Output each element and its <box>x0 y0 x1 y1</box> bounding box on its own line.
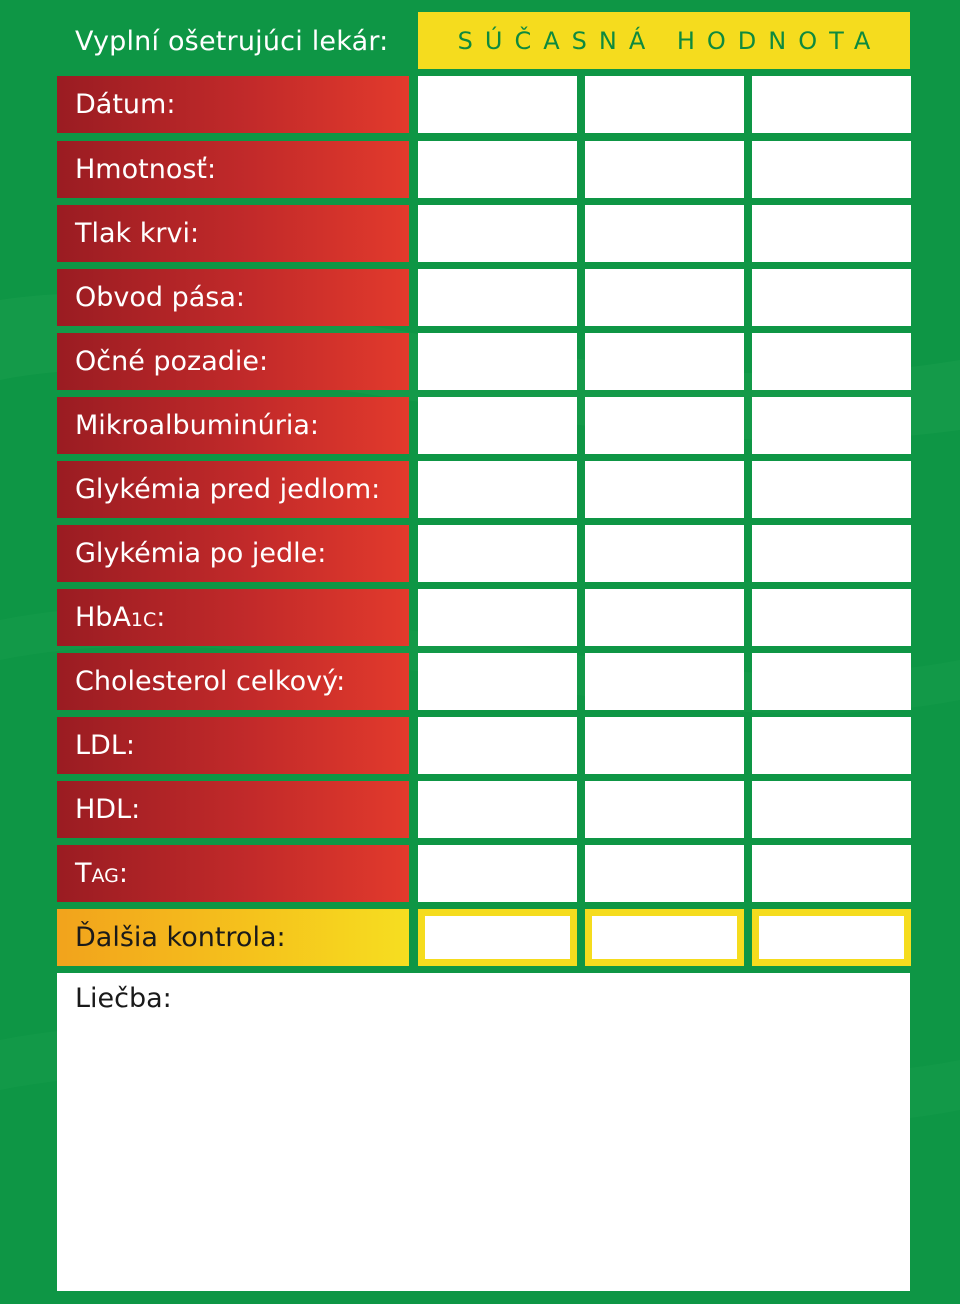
value-cell-1[interactable] <box>418 653 577 710</box>
value-cell-3[interactable] <box>752 653 911 710</box>
value-cell-2[interactable] <box>585 461 744 518</box>
row-label: Glykémia po jedle: <box>57 525 409 582</box>
row-glycemia-before-meal <box>0 461 960 518</box>
value-cell-3[interactable] <box>752 333 911 390</box>
row-next-check <box>0 909 960 966</box>
value-cell-1[interactable] <box>418 269 577 326</box>
label-main: HbA <box>75 602 131 633</box>
value-cell-3[interactable] <box>752 525 911 582</box>
next-check-cell-3[interactable] <box>752 909 911 966</box>
row-label: Cholesterol celkový: <box>57 653 409 710</box>
value-cell-2[interactable] <box>585 397 744 454</box>
row-blood-pressure <box>0 205 960 262</box>
value-cell-2[interactable] <box>585 525 744 582</box>
row-label: Obvod pása: <box>57 269 409 326</box>
value-cell-3[interactable] <box>752 76 911 133</box>
row-label: Očné pozadie: <box>57 333 409 390</box>
value-cell-1[interactable] <box>418 525 577 582</box>
row-waist <box>0 269 960 326</box>
row-label: Hmotnosť: <box>57 141 409 198</box>
value-cell-2[interactable] <box>585 205 744 262</box>
row-tag <box>0 845 960 902</box>
value-cell-2[interactable] <box>585 589 744 646</box>
value-cell-3[interactable] <box>752 589 911 646</box>
row-label: Tlak krvi: <box>57 205 409 262</box>
label-main: T <box>75 858 92 889</box>
label-subscript: 1C <box>130 609 157 631</box>
value-cell-1[interactable] <box>418 461 577 518</box>
value-cell-2[interactable] <box>585 76 744 133</box>
row-microalbuminuria <box>0 397 960 454</box>
row-hba1c <box>0 589 960 646</box>
row-ldl <box>0 717 960 774</box>
label-subscript: AG <box>91 865 119 887</box>
value-cell-3[interactable] <box>752 269 911 326</box>
value-cell-1[interactable] <box>418 333 577 390</box>
row-label: Glykémia pred jedlom: <box>57 461 409 518</box>
next-check-label: Ďalšia kontrola: <box>57 909 409 966</box>
row-label: Mikroalbuminúria: <box>57 397 409 454</box>
row-eye-fundus <box>0 333 960 390</box>
value-cell-2[interactable] <box>585 333 744 390</box>
value-cell-3[interactable] <box>752 461 911 518</box>
filled-by-doctor-label: Vyplní ošetrujúci lekár: <box>75 26 389 57</box>
row-label: Dátum: <box>57 76 409 133</box>
value-cell-1[interactable] <box>418 76 577 133</box>
value-cell-1[interactable] <box>418 781 577 838</box>
next-check-cell-2[interactable] <box>585 909 744 966</box>
row-weight <box>0 141 960 198</box>
row-label <box>57 589 409 646</box>
row-glycemia-after-meal <box>0 525 960 582</box>
value-cell-3[interactable] <box>752 781 911 838</box>
row-date <box>0 76 960 133</box>
value-cell-2[interactable] <box>585 845 744 902</box>
row-label: HDL: <box>57 781 409 838</box>
value-cell-3[interactable] <box>752 717 911 774</box>
value-cell-2[interactable] <box>585 717 744 774</box>
row-hdl <box>0 781 960 838</box>
row-cholesterol-total <box>0 653 960 710</box>
value-cell-1[interactable] <box>418 141 577 198</box>
value-cell-1[interactable] <box>418 717 577 774</box>
value-cell-3[interactable] <box>752 397 911 454</box>
value-cell-2[interactable] <box>585 781 744 838</box>
value-cell-3[interactable] <box>752 205 911 262</box>
value-cell-1[interactable] <box>418 397 577 454</box>
treatment-box[interactable] <box>57 973 910 1291</box>
label-suffix: : <box>118 858 128 889</box>
value-cell-1[interactable] <box>418 589 577 646</box>
value-cell-1[interactable] <box>418 845 577 902</box>
value-cell-2[interactable] <box>585 653 744 710</box>
value-cell-2[interactable] <box>585 141 744 198</box>
value-cell-2[interactable] <box>585 269 744 326</box>
value-cell-3[interactable] <box>752 141 911 198</box>
label-suffix: : <box>156 602 166 633</box>
current-value-header: SÚČASNÁ HODNOTA <box>418 12 910 69</box>
treatment-label: Liečba: <box>75 983 172 1014</box>
value-cell-3[interactable] <box>752 845 911 902</box>
value-cell-1[interactable] <box>418 205 577 262</box>
row-label: LDL: <box>57 717 409 774</box>
row-label <box>57 845 409 902</box>
next-check-cell-1[interactable] <box>418 909 577 966</box>
